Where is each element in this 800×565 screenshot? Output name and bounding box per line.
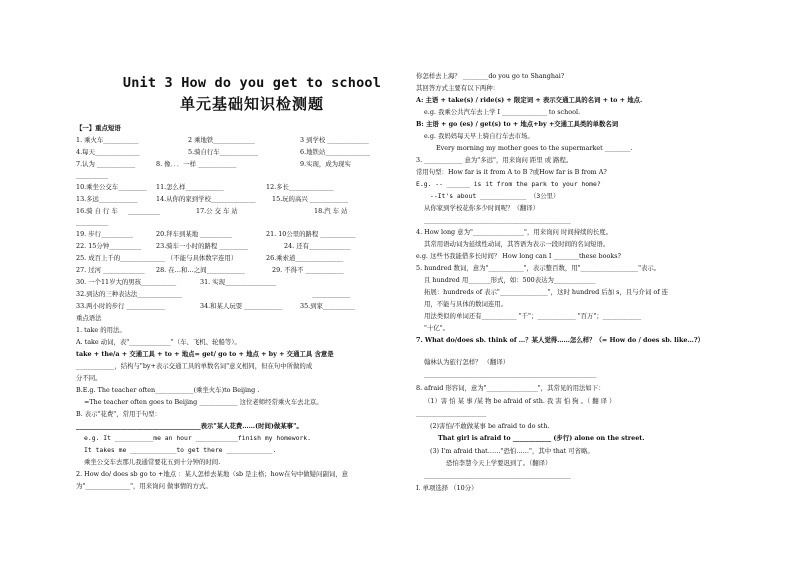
text-line: (3) I'm afraid that……"恐怕……"，其中 that 可省略。 — [430, 447, 594, 455]
phrase-item: 29. 不得不 ____________ — [272, 266, 344, 274]
phrase-item: 5.骑自行车____________ — [188, 148, 259, 156]
grammar-line: B.E.g. The teacher often____________(乘坐火车)to Beijing . — [76, 386, 260, 394]
phrase-item: 3 到学校 _____________ — [300, 136, 369, 144]
grammar-example: e.g. It __________me an hour ___________finish my homework. — [84, 434, 312, 442]
phrase-item: 26.乘索道_______________ — [266, 254, 344, 262]
phrase-item: 18.汽 车 站 — [314, 207, 348, 215]
grammar-line: take + the/a + 交通工具 + to + 地点= get/ go to + 地点 + by + 交通工具 含意是 — [76, 350, 334, 358]
grammar-heading: 重点语法 — [76, 314, 102, 322]
grammar-line: B. 表示"花费"，常用于句型： — [76, 410, 161, 418]
text-line: B: 主语 + go (es) / get(s) to + 地点+by +交通工具类的单数名词 — [416, 120, 619, 128]
phrase-item: 20.拜车到某地 __________ — [156, 230, 233, 238]
text-line: e.g. 我乘公共汽车去上学 I ______________ to school. — [424, 108, 581, 116]
grammar-line: 1. take 的用法。 — [76, 326, 126, 334]
text-line: 4. How long 意为"________________"，用来询问 时间持续的长度。 — [416, 228, 613, 236]
text-line: 且 hundred 用_______形式，如：500表达为_____________ — [424, 276, 596, 284]
phrase-item: 11.怎么样____________ — [156, 183, 224, 191]
phrase-item: 24. 还有_____________ — [284, 242, 351, 250]
grammar-line: 乘坐公交车去那儿我通常要花五到十分钟的时间. — [84, 458, 221, 466]
phrase-item: 30. 一个11岁大的男孩___________ — [76, 278, 177, 286]
answer-blank: ______________________________________________ — [424, 471, 571, 479]
section-heading-phrases: 【一】重点短语 — [76, 124, 121, 132]
grammar-line: 分不同。 — [76, 374, 102, 382]
grammar-line: 2. How do/ does sb go to +地点 ：某人怎样去某地（sb 是主格；how在句中做疑问副词，意 — [76, 470, 349, 478]
phrase-blank: __________ — [76, 218, 108, 226]
phrase-item: 19. 步行__________ — [76, 230, 133, 238]
text-line: (2)害怕/不敢做某事 be afraid to do sth. — [430, 422, 550, 430]
text-line: A: 主语 + take(s) / ride(s) + 限定词 + 表示交通工具的名词 + to + 地点. — [416, 96, 643, 104]
phrase-item: 9.实现，成为现实 — [300, 160, 351, 168]
phrase-blank: ____________ — [312, 290, 351, 298]
text-line: 恐怕李慧今天上学要迟到了。（翻译） — [446, 459, 552, 467]
phrase-item: 27. 过河 _____________ — [76, 266, 145, 274]
grammar-line: 为"______________"，用来询问 做事情的方式。 — [76, 482, 212, 490]
phrase-item: 4.每天______________ — [76, 148, 140, 156]
phrase-item: 28. 在…和…之间____________ — [156, 266, 245, 274]
text-line: --It's about ____________ （3公里） — [430, 192, 560, 200]
page-title-english: Unit 3 How do you get to school — [122, 75, 382, 91]
grammar-line: =The teacher often goes to Beijing ____________ 这位老师经常乘火车去北京。 — [84, 398, 323, 406]
phrase-item: 15.玩的高兴 ____________ — [272, 195, 349, 203]
answer-blank: ______________________________________________ — [424, 216, 571, 224]
text-line: 其常用语动词为延续性动词，其答语为表示一段时间的名词短语。 — [424, 240, 610, 248]
page-title-chinese: 单元基础知识检测题 — [179, 95, 324, 113]
phrase-item: 2 乘地铁_____________ — [188, 136, 255, 144]
text-line: 8. afraid 形容词，意为"________________"，其常见的用法如下： — [416, 384, 605, 392]
answer-blank: ______________________________________________________ — [424, 370, 597, 378]
text-line: 3. ____________ 意为"多远"，用来询问 距里 或 路程。 — [416, 156, 573, 164]
grammar-example: It takes me ____________to get there ____________. — [84, 446, 277, 454]
text-line: e.g. 这些书我能借多长时间？ How long can I ________these books? — [416, 252, 621, 260]
text-line: 其回答方式主要有以下两种： — [416, 84, 500, 92]
phrase-item: 16.骑 自 行 车 — [76, 207, 118, 215]
phrase-item: 8. 像．．．一样 ____________ — [156, 160, 237, 168]
text-line: "十亿"。 — [424, 324, 450, 332]
text-line: 用，不能与具体的数词连用。 — [424, 300, 508, 308]
phrase-item: 6.地铁站______________ — [300, 148, 371, 156]
text-line: 5. hundred 数词，意为"___________"，表示整百数，用"__________________"表示。 — [416, 264, 661, 272]
text-line: 从你家到学校花你多少时间呢？（翻译） — [424, 204, 540, 212]
phrase-item: 32.到达的三种表达法______________ — [76, 290, 183, 298]
phrase-item: 13.多远____________ — [76, 195, 138, 203]
text-line: 7. What do/does sb. think of …？某人觉得……怎么样？（= How do / does sb. like…?） — [416, 336, 705, 344]
text-line: （1）害 怕 某 事 /某 物 be afraid of sth. 我 害 怕 狗 。（ 翻 译 ） — [424, 397, 616, 405]
phrase-item: 31. 实现________________ — [200, 278, 277, 286]
phrase-item: 21. 10公里的路程 ___________ — [266, 230, 356, 238]
text-line: e.g. 我妈妈每天早上骑自行车去市场。 — [424, 132, 534, 140]
text-line: 拓展：hundreds of 表示"_______________"，这时 hundred 后加 s，且与介词 of 连 — [424, 288, 668, 296]
text-line: 你怎样去上海？ ________do you go to Shanghai? — [416, 72, 565, 80]
phrase-item: 10.乘坐公交车_________ — [76, 183, 147, 191]
phrase-item: 34.和某人玩耍 ____________ — [200, 302, 283, 310]
grammar-line: A. take 动词，表"_____________"（车、飞机、轮船等）。 — [76, 338, 241, 346]
text-line: That girl is afraid to ____________ (步行) alone on the street. — [438, 434, 645, 442]
phrase-item: 22. 15分钟__________ — [76, 242, 142, 250]
section-heading-multiple-choice: I. 单项选择 （10分） — [416, 484, 478, 492]
text-line: 常用句型：How far is it from A to B ?或How far is B from A? — [416, 168, 607, 176]
phrase-blank: __________ — [76, 171, 108, 179]
phrase-item: 7.认为 ____________ — [76, 160, 136, 168]
phrase-item: 25. 成百上千的______________ （不能与具体数字连用） — [76, 254, 238, 262]
grammar-line: ____________，结构与"by+表示交通工具的单数名词"意义相同，但在句中所做的成 — [76, 362, 313, 370]
phrase-item: 17.公 交 车 站 — [196, 207, 238, 215]
phrase-item: 33.两小时的步行 ____________ — [76, 302, 165, 310]
text-line: 翰林认为旅行怎样？ （翻译） — [424, 358, 510, 366]
text-line: E.g. -- ______ is it from the park to your home? — [416, 180, 601, 188]
text-line: 用法类似的单词还有___________ "千"；____________ "百万"；____________ — [424, 312, 642, 320]
phrase-item: 35.到家__________ — [300, 302, 355, 310]
phrase-blank: __________ — [128, 207, 160, 215]
text-line: Every morning my mother goes to the supermarket ________. — [436, 144, 633, 152]
grammar-line: _______________________________________表示"某人花费……(时间)做某事"。 — [76, 422, 303, 430]
phrase-item: 23.骑车一小时的路程 _________ — [156, 242, 249, 250]
phrase-item: 12.多长______________ — [266, 183, 334, 191]
phrase-item: 1. 乘火车___________ — [76, 136, 139, 144]
answer-blank: ______________________ — [416, 409, 487, 417]
phrase-item: 14.从你的家到学校______________ — [156, 195, 256, 203]
